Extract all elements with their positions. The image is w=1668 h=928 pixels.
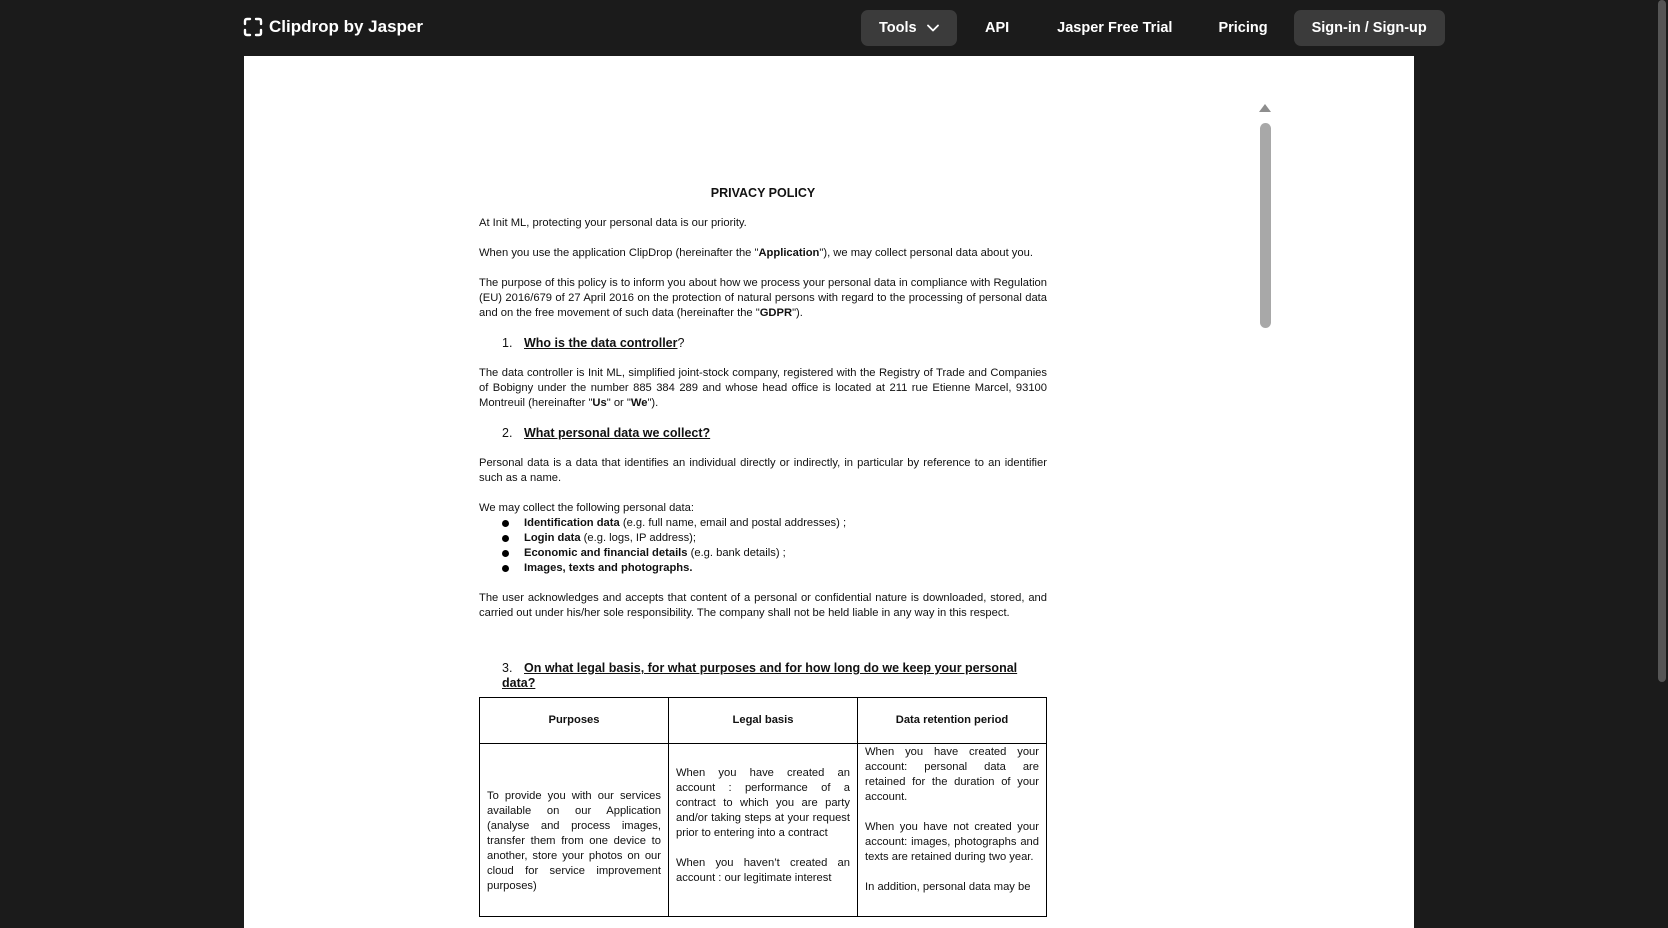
retention-cell: When you have created your account: personal data are retained for the duration of your account. When you have not created your account: images, photographs and texts are retained during two year. In addition, personal data may be [858, 744, 1047, 917]
clipdrop-logo-icon [243, 17, 263, 37]
chevron-down-icon [927, 24, 939, 32]
intro-paragraph: At Init ML, protecting your personal data is our priority. [479, 217, 747, 229]
document-scrollbar-thumb[interactable] [1260, 123, 1271, 328]
list-item: Identification data (e.g. full name, email and postal addresses) ; [502, 516, 1047, 531]
pricing-link[interactable]: Pricing [1218, 20, 1268, 36]
purpose-paragraph: The purpose of this policy is to inform you about how we process your personal data in compliance with Regulation (EU) 2016/679 of 27 April 2016 on the protection of natural persons with regard to the processing of personal data and on the free movement of such data (hereinafter the "GDPR"). [479, 277, 1047, 319]
brand-name: Clipdrop by Jasper [269, 17, 423, 36]
section-3-heading: 3. On what legal basis, for what purposes and for how long do we keep your personal data? [502, 661, 1018, 690]
purpose-cell: To provide you with our services available on our Application (analyse and process images, transfer them from one device to another, store your photos on our cloud for service improvement purposes) [480, 744, 669, 917]
tools-label: Tools [879, 20, 917, 36]
brand-logo-link[interactable] [243, 17, 423, 37]
section-2-heading: 2. What personal data we collect? [502, 426, 711, 440]
list-item: Images, texts and photographs. [502, 561, 1047, 576]
main-nav [861, 10, 1445, 46]
user-acknowledgement-paragraph: The user acknowledges and accepts that content of a personal or confidential nature is downloaded, stored, and carried out under his/her sole responsibility. The company shall not be held liable in any way in this respect. [479, 592, 1047, 619]
api-link[interactable]: API [985, 20, 1010, 36]
top-navigation-bar [0, 0, 1668, 56]
tools-dropdown-button[interactable] [861, 10, 957, 46]
window-scrollbar-thumb[interactable] [1658, 0, 1666, 682]
document-viewer[interactable] [244, 56, 1414, 928]
personal-data-list [479, 516, 1047, 576]
sign-in-button[interactable]: Sign-in / Sign-up [1294, 10, 1445, 46]
legal-basis-cell: When you have created an account : performance of a contract to which you are party and/or taking steps at your request prior to entering into a contract When you haven’t created an account : our legitimate interest [669, 744, 858, 917]
list-item: Login data (e.g. logs, IP address); [502, 531, 1047, 546]
window-scrollbar[interactable] [1656, 0, 1668, 928]
section-1-heading: 1. Who is the data controller? [502, 336, 685, 350]
table-row [480, 744, 1047, 917]
privacy-policy-page [479, 186, 1047, 917]
personal-data-definition: Personal data is a data that identifies an individual directly or indirectly, in particular by reference to an identifier such as a name. [479, 457, 1047, 484]
retention-header: Data retention period [858, 698, 1047, 744]
list-item: Economic and financial details (e.g. bank details) ; [502, 546, 1047, 561]
purposes-header: Purposes [480, 698, 669, 744]
jasper-free-trial-link[interactable]: Jasper Free Trial [1057, 20, 1173, 36]
legal-basis-header: Legal basis [669, 698, 858, 744]
scroll-up-arrow-icon[interactable] [1259, 104, 1271, 112]
data-controller-paragraph: The data controller is Init ML, simplified joint-stock company, registered with the Registry of Trade and Companies of Bobigny under the number 885 384 289 and whose head office is located at 211 rue Etienne Marcel, 93100 Montreuil (hereinafter "Us" or "We"). [479, 367, 1047, 409]
personal-data-list-intro: We may collect the following personal data: [479, 502, 694, 514]
table-header-row [480, 698, 1047, 744]
document-title: PRIVACY POLICY [710, 186, 816, 200]
application-paragraph: When you use the application ClipDrop (hereinafter the "Application"), we may collect personal data about you. [479, 247, 1033, 259]
legal-basis-table [479, 697, 1047, 917]
